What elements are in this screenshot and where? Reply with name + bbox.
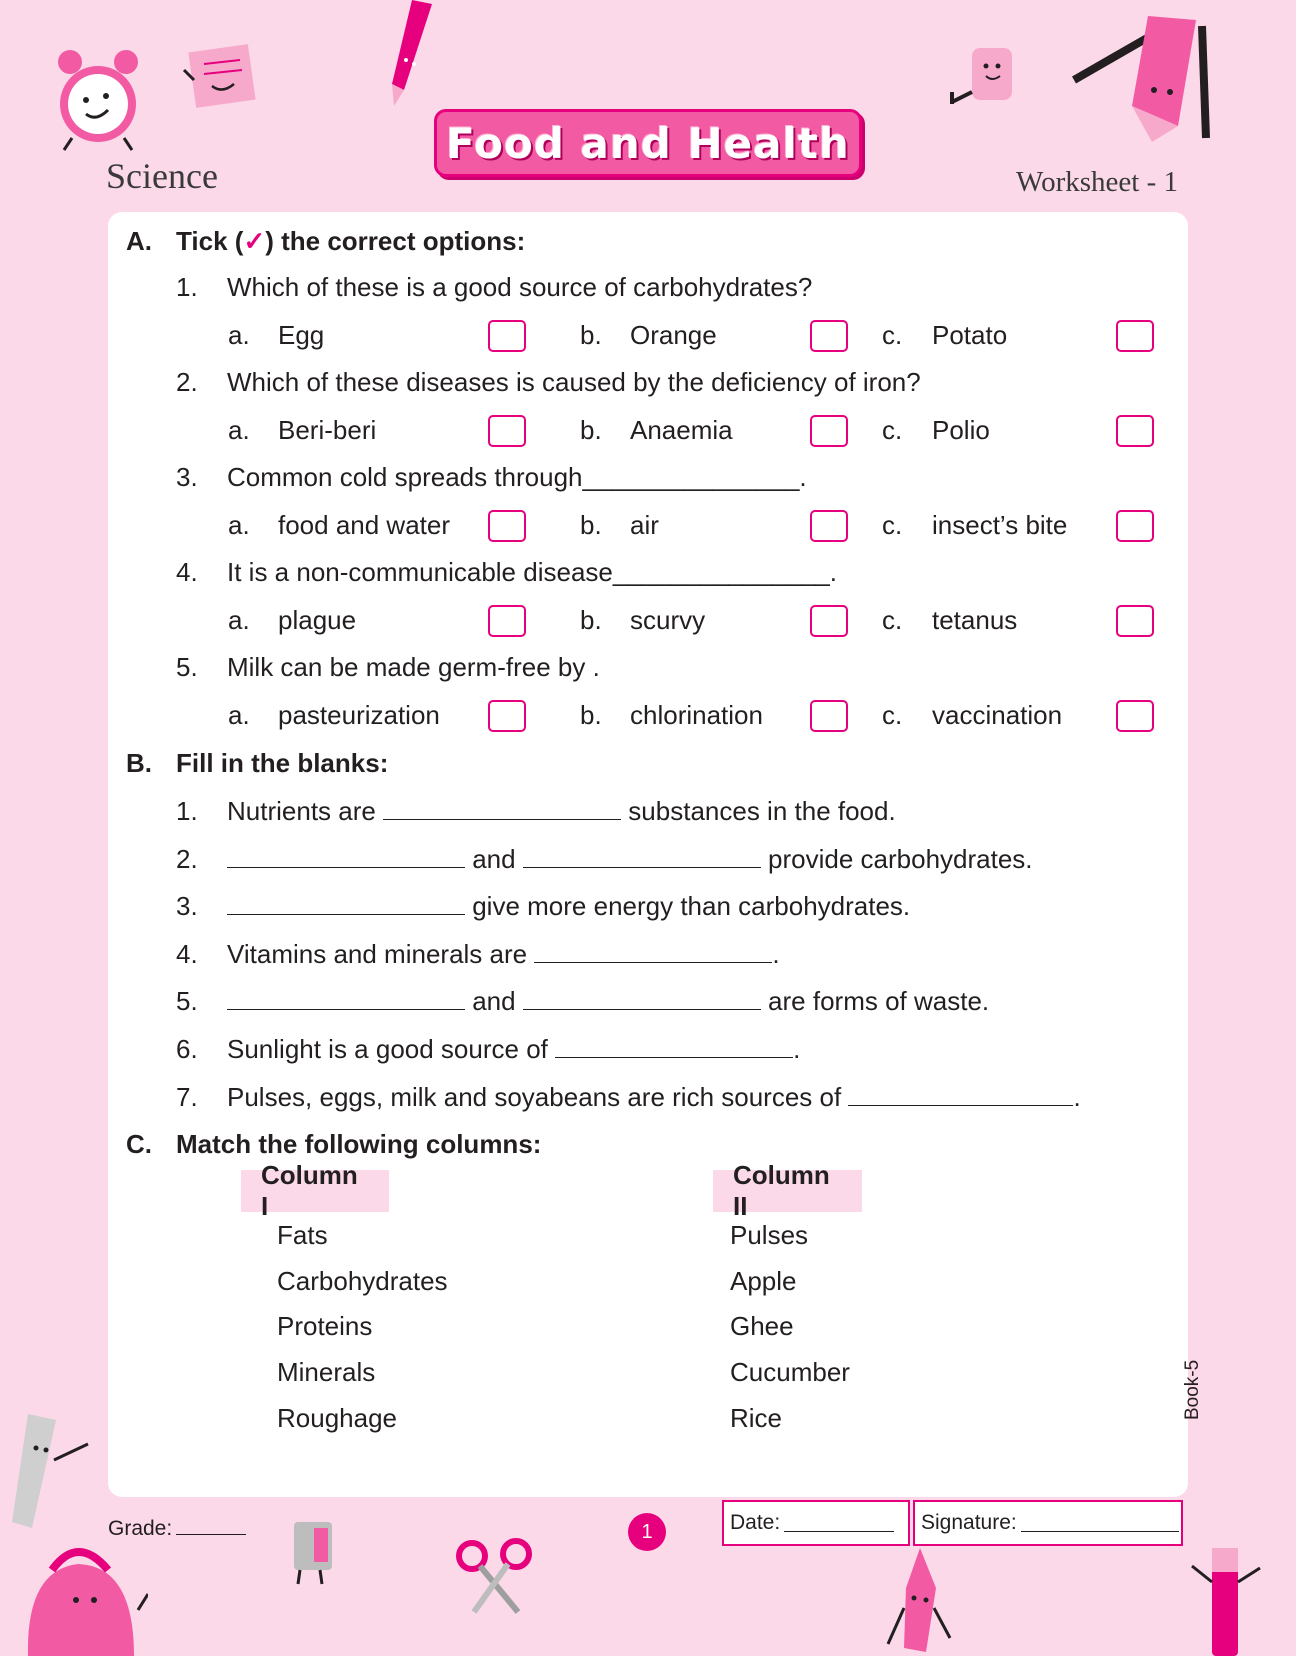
- option-2-b: b. Anaemia: [580, 415, 733, 445]
- question-3: 3. Common cold spreads through_______________.: [176, 462, 807, 492]
- fill-blank-5: 5. and are forms of waste.: [176, 986, 990, 1016]
- question-2: 2. Which of these diseases is caused by the deficiency of iron?: [176, 367, 921, 397]
- answer-blank[interactable]: [523, 845, 761, 868]
- column-1-item: Proteins: [277, 1311, 373, 1341]
- section-b-heading: B. Fill in the blanks:: [126, 748, 389, 778]
- answer-checkbox-4-c[interactable]: [1116, 605, 1154, 637]
- signature-line: [1021, 1515, 1179, 1532]
- sharpener-icon: [284, 1518, 346, 1588]
- answer-blank[interactable]: [534, 940, 772, 963]
- page-number: 1: [628, 1513, 666, 1551]
- section-c-heading: C. Match the following columns:: [126, 1129, 542, 1159]
- fill-blank-4: 4. Vitamins and minerals are .: [176, 939, 780, 969]
- book-label: Book-5: [1182, 1359, 1203, 1420]
- signature-field[interactable]: Signature:: [913, 1500, 1183, 1546]
- answer-blank[interactable]: [227, 892, 465, 915]
- answer-checkbox-1-c[interactable]: [1116, 320, 1154, 352]
- date-field[interactable]: Date:: [722, 1500, 910, 1546]
- answer-blank[interactable]: [383, 797, 621, 820]
- fill-blank-7: 7. Pulses, eggs, milk and soyabeans are rich sources of .: [176, 1082, 1081, 1112]
- answer-checkbox-1-a[interactable]: [488, 320, 526, 352]
- ruler-character-icon: [8, 1410, 94, 1530]
- answer-blank[interactable]: [227, 845, 465, 868]
- question-5: 5. Milk can be made germ-free by .: [176, 652, 600, 682]
- answer-checkbox-3-b[interactable]: [810, 510, 848, 542]
- answer-blank[interactable]: [555, 1035, 793, 1058]
- notepad-icon: [176, 40, 266, 120]
- option-1-b: b. Orange: [580, 320, 717, 350]
- answer-checkbox-4-b[interactable]: [810, 605, 848, 637]
- tick-icon: ✓: [243, 226, 266, 256]
- option-1-a: a. Egg: [228, 320, 325, 350]
- pencil-character-icon: [1070, 6, 1220, 142]
- option-3-c: c. insect’s bite: [882, 510, 1068, 540]
- option-2-c: c. Polio: [882, 415, 990, 445]
- answer-checkbox-1-b[interactable]: [810, 320, 848, 352]
- answer-checkbox-3-a[interactable]: [488, 510, 526, 542]
- option-4-b: b. scurvy: [580, 605, 706, 635]
- answer-checkbox-2-b[interactable]: [810, 415, 848, 447]
- option-1-c: c. Potato: [882, 320, 1008, 350]
- grade-line: [176, 1518, 246, 1535]
- option-5-a: a. pasteurization: [228, 700, 440, 730]
- title-banner: [434, 109, 862, 177]
- scissors-icon: [454, 1536, 534, 1616]
- column-1-header: Column I: [241, 1170, 389, 1212]
- option-3-b: b. air: [580, 510, 659, 540]
- alarm-clock-icon: [52, 42, 147, 152]
- answer-checkbox-2-c[interactable]: [1116, 415, 1154, 447]
- option-5-b: b. chlorination: [580, 700, 763, 730]
- fill-blank-6: 6. Sunlight is a good source of .: [176, 1034, 801, 1064]
- option-2-a: a. Beri-beri: [228, 415, 377, 445]
- section-a-heading: A. Tick (✓) the correct options:: [126, 226, 526, 256]
- column-2-item: Ghee: [730, 1311, 794, 1341]
- question-4: 4. It is a non-communicable disease_______________.: [176, 557, 837, 587]
- page-title: Food and Health: [446, 118, 850, 168]
- column-1-item: Fats: [277, 1220, 328, 1250]
- column-2-item: Pulses: [730, 1220, 809, 1250]
- column-2-item: Cucumber: [730, 1357, 850, 1387]
- eraser-icon: [944, 42, 1029, 122]
- column-2-item: Apple: [730, 1266, 797, 1296]
- column-1-item: Roughage: [277, 1403, 397, 1433]
- fill-blank-3: 3. give more energy than carbohydrates.: [176, 891, 911, 921]
- bag-character-icon: [18, 1530, 148, 1656]
- answer-checkbox-2-a[interactable]: [488, 415, 526, 447]
- option-4-a: a. plague: [228, 605, 357, 635]
- answer-blank[interactable]: [848, 1083, 1073, 1106]
- column-2-item: Rice: [730, 1403, 783, 1433]
- option-3-a: a. food and water: [228, 510, 451, 540]
- crayon-character-icon: [884, 1548, 954, 1652]
- grade-field[interactable]: Grade:: [108, 1517, 246, 1541]
- column-2-header: Column II: [713, 1170, 862, 1212]
- question-1: 1. Which of these is a good source of carbohydrates?: [176, 272, 813, 302]
- answer-blank[interactable]: [227, 987, 465, 1010]
- date-line: [784, 1515, 894, 1532]
- option-5-c: c. vaccination: [882, 700, 1063, 730]
- column-1-item: Minerals: [277, 1357, 376, 1387]
- option-4-c: c. tetanus: [882, 605, 1018, 635]
- pencil-icon: [382, 0, 442, 110]
- fill-blank-2: 2. and provide carbohydrates.: [176, 844, 1033, 874]
- subject-label: Science: [106, 156, 218, 196]
- fill-blank-1: 1. Nutrients are substances in the food.: [176, 796, 896, 826]
- column-1-item: Carbohydrates: [277, 1266, 448, 1296]
- worksheet-label: Worksheet - 1: [1016, 166, 1178, 198]
- answer-checkbox-4-a[interactable]: [488, 605, 526, 637]
- marker-character-icon: [1188, 1538, 1264, 1656]
- answer-checkbox-5-b[interactable]: [810, 700, 848, 732]
- answer-blank[interactable]: [523, 987, 761, 1010]
- answer-checkbox-5-a[interactable]: [488, 700, 526, 732]
- answer-checkbox-5-c[interactable]: [1116, 700, 1154, 732]
- answer-checkbox-3-c[interactable]: [1116, 510, 1154, 542]
